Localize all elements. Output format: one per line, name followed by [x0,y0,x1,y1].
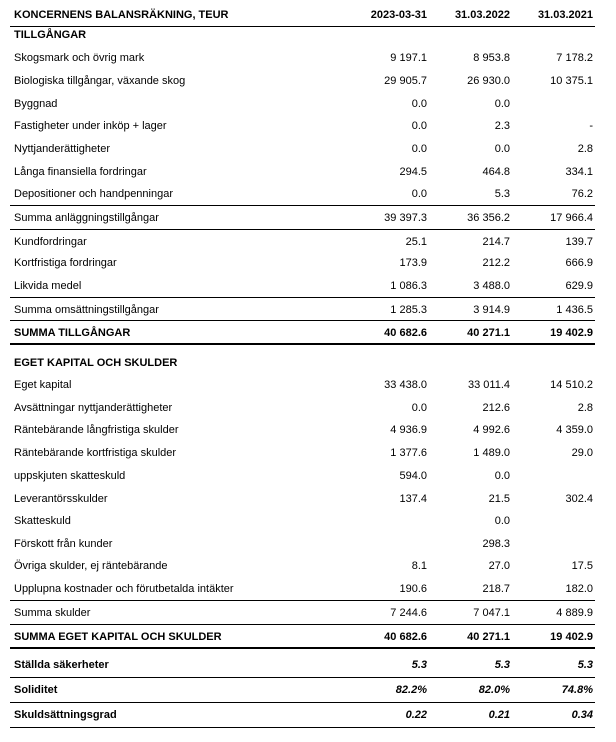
table-row: Långa finansiella fordringar 294.5 464.8 334.1 [14,166,593,178]
column-header-2023: 2023-03-31 [370,9,427,21]
table-row: Kortfristiga fordringar 173.9 212.2 666.9 [14,257,593,269]
table-row: Förskott från kunder 298.3 [14,538,510,550]
table-row: Biologiska tillgångar, växande skog 29 905.7 26 930.0 10 375.1 [14,75,593,87]
divider [10,647,595,649]
table-header [10,4,595,26]
divider [10,677,595,678]
divider [10,297,595,298]
table-row: Eget kapital 33 438.0 33 011.4 14 510.2 [14,379,593,391]
divider [10,600,595,601]
column-header-2022: 31.03.2022 [454,9,510,21]
divider [10,229,595,230]
table-row: Nyttjanderättigheter 0.0 0.0 2.8 [14,143,593,155]
divider [10,624,595,625]
table-row: Byggnad 0.0 0.0 [14,98,510,110]
table-row: Depositioner och handpenningar 0.0 5.3 76.2 [14,188,593,200]
key-figure-row: Skuldsättningsgrad 0.22 0.21 0.34 [14,709,593,721]
table-row: Räntebärande kortfristiga skulder 1 377.6 1 489.0 29.0 [14,447,593,459]
table-row: Upplupna kostnader och förutbetalda intäkter 190.6 218.7 182.0 [14,583,593,595]
divider [10,205,595,206]
table-row: Skatteskuld 0.0 [14,515,510,527]
column-header-2021: 31.03.2021 [537,9,593,21]
section-heading-assets: TILLGÅNGAR [14,29,87,41]
table-row: Räntebärande långfristiga skulder 4 936.9 4 992.6 4 359.0 [14,424,593,436]
subtotal-fixed-assets: Summa anläggningstillgångar 39 397.3 36 356.2 17 966.4 [14,212,593,224]
table-row: Fastigheter under inköp + lager 0.0 2.3 - [14,120,593,132]
table-title: KONCERNENS BALANSRÄKNING, TEUR [14,9,229,21]
table-row: uppskjuten skatteskuld 594.0 0.0 [14,470,510,482]
subtotal-current-assets: Summa omsättningstillgångar 1 285.3 3 914.9 1 436.5 [14,304,593,316]
table-row: Övriga skulder, ej räntebärande 8.1 27.0 17.5 [14,560,593,572]
divider [10,727,595,728]
total-assets: SUMMA TILLGÅNGAR 40 682.6 40 271.1 19 402.9 [14,327,593,339]
table-row: Likvida medel 1 086.3 3 488.0 629.9 [14,280,593,292]
table-row: Leverantörsskulder 137.4 21.5 302.4 [14,493,593,505]
table-row: Avsättningar nyttjanderättigheter 0.0 212.6 2.8 [14,402,593,414]
key-figure-row: Ställda säkerheter 5.3 5.3 5.3 [14,659,593,671]
divider [10,320,595,321]
key-figure-row: Soliditet 82.2% 82.0% 74.8% [14,684,593,696]
divider [10,702,595,703]
section-heading-equity: EGET KAPITAL OCH SKULDER [14,357,178,369]
table-row: Kundfordringar 25.1 214.7 139.7 [14,236,593,248]
subtotal-liabilities: Summa skulder 7 244.6 7 047.1 4 889.9 [14,607,593,619]
table-row: Skogsmark och övrig mark 9 197.1 8 953.8 7 178.2 [14,52,593,64]
total-equity-liabilities: SUMMA EGET KAPITAL OCH SKULDER 40 682.6 40 271.1 19 402.9 [14,631,593,643]
divider [10,343,595,345]
